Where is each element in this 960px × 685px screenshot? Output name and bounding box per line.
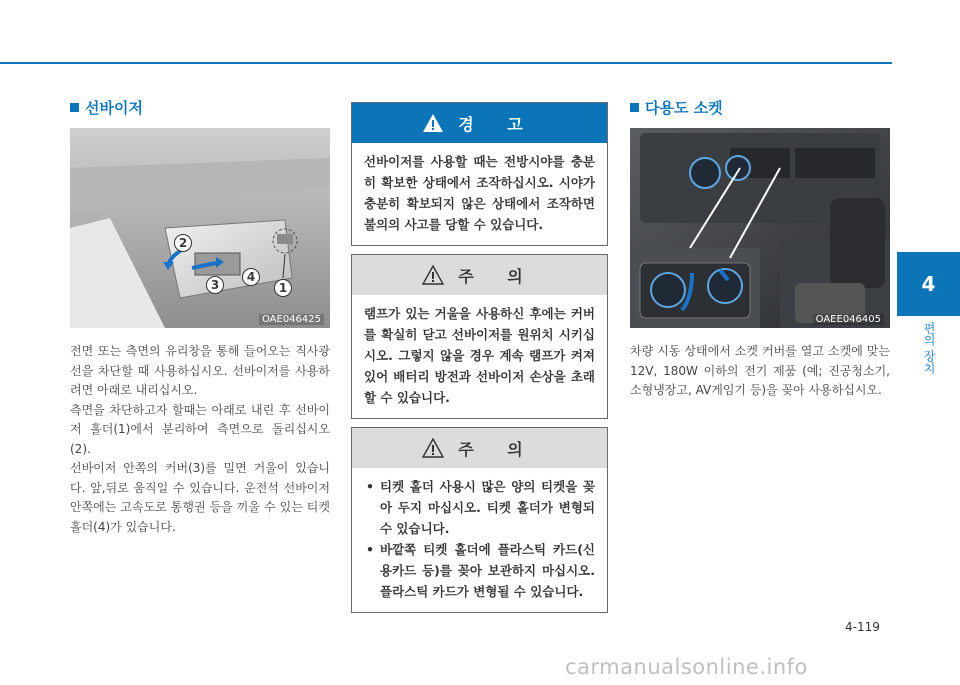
caution-2-list — [364, 476, 595, 602]
caution-2-item-1: • 티켓 홀더 사용시 많은 양의 티켓을 꽂아 두지 마십시오. 티켓 홀더가 변형되수 있습니다. — [364, 476, 595, 539]
notice-column — [351, 102, 608, 621]
sun-visor-illustration — [70, 128, 330, 328]
sun-visor-heading: 선바이저 — [70, 98, 330, 116]
heading-square-icon — [630, 103, 639, 112]
caution-2-item-2: • 바깥쪽 티켓 홀더에 플라스틱 카드(신용카드 등)를 꽂아 보관하지 마십시오. 플라스틱 카드가 변형될 수 있습니다. — [364, 539, 595, 602]
warning-text: 선바이저를 사용할 때는 전방시야를 충분히 확보한 상태에서 조작하십시오. 시야가 충분히 확보되지 않은 상태에서 조작하면 불의의 사고를 당할 수 있습니다. — [364, 154, 595, 232]
sun-visor-paragraph-3: 선바이저 안쪽의 커버(3)를 밀면 거울이 있습니다. 앞,뒤로 움직일 수 있습니다. 운전석 선바이저 안쪽에는 고속도로 통행권 등을 끼울 수 있는 티켓 홀더(4)가 있습니다. — [70, 461, 330, 534]
heading-square-icon — [70, 103, 79, 112]
page-number: 4-119 — [845, 620, 880, 634]
chapter-tab: 4 — [897, 252, 960, 316]
sun-visor-text — [70, 342, 330, 537]
sun-visor-paragraph-1: 전면 또는 측면의 유리창을 통해 들어오는 직사광선을 차단할 때 사용하십시오. 선바이저를 사용하려면 아래로 내리십시오. — [70, 344, 330, 397]
multi-socket-figure — [630, 128, 890, 328]
sun-visor-figure-code: OAE046425 — [259, 314, 324, 325]
caution-box-2-header — [352, 428, 607, 468]
caution-triangle-icon — [422, 265, 444, 285]
caution-1-title: 주 의 — [458, 266, 537, 286]
warning-triangle-icon — [422, 113, 444, 133]
multi-socket-text: 차량 시동 상태에서 소켓 커버를 열고 소켓에 맞는 12V, 180W 이하의 전기 제품 (예; 진공청소기, 소형냉장고, AV게임기 등)을 꽂아 사용하십시오. — [630, 344, 890, 397]
warning-box — [351, 102, 608, 246]
sun-visor-figure — [70, 128, 330, 328]
callout-4: 4 — [242, 268, 260, 286]
chapter-label: 편의 장치 — [922, 322, 936, 374]
multi-socket-photo — [630, 128, 890, 328]
multi-socket-section — [630, 98, 890, 401]
caution-1-text: 램프가 있는 거울을 사용하신 후에는 커버를 확실히 닫고 선바이저를 원위치 시키십시오. 그렇지 않을 경우 계속 램프가 켜져있어 배터리 방전과 선바이저 손상을 초래할 수 있습니다. — [364, 306, 595, 405]
sun-visor-paragraph-2: 측면을 차단하고자 할때는 아래로 내린 후 선바이저 홀더(1)에서 분리하여 측면으로 돌리십시오(2). — [70, 402, 330, 456]
multi-socket-heading: 다용도 소켓 — [630, 98, 890, 116]
caution-2-title: 주 의 — [458, 439, 537, 459]
sun-visor-section — [70, 98, 330, 537]
multi-socket-figure-code: OAEE046405 — [813, 314, 884, 325]
warning-title: 경 고 — [458, 114, 537, 134]
callout-2: 2 — [174, 234, 192, 252]
caution-box-1-header — [352, 255, 607, 295]
top-rule — [0, 62, 892, 64]
caution-box-2 — [351, 427, 608, 613]
caution-2-body — [352, 468, 607, 612]
warning-box-header — [352, 103, 607, 143]
callout-1: 1 — [274, 279, 292, 297]
watermark: carmanualsonline.info — [565, 655, 808, 679]
caution-box-1 — [351, 254, 608, 419]
caution-triangle-icon — [422, 438, 444, 458]
callout-3: 3 — [206, 276, 224, 294]
